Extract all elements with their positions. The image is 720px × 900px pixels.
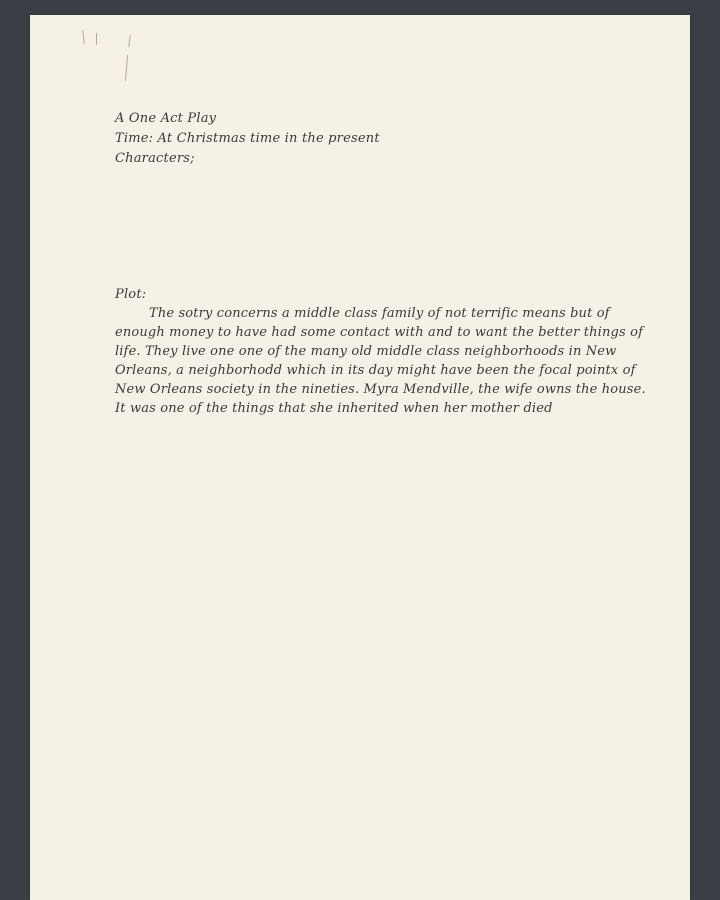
pencil-mark (128, 35, 131, 47)
plot-heading: Plot: (115, 287, 147, 302)
plot-line: life. They live one one of the many old middle class neighborhoods in New (115, 344, 617, 359)
plot-line: New Orleans society in the nineties. Myra Mendville, the wife owns the house. (115, 382, 646, 397)
pencil-mark (82, 30, 85, 44)
pencil-mark (125, 55, 128, 81)
plot-line: Orleans, a neighborhodd which in its day might have been the focal pointx of (115, 363, 636, 378)
play-type-line: A One Act Play (115, 111, 217, 126)
plot-line: It was one of the things that she inherited when her mother died (115, 401, 553, 416)
time-line: Time: At Christmas time in the present (115, 131, 380, 146)
typewritten-page (30, 15, 690, 900)
plot-line: The sotry concerns a middle class family of not terrific means but of (149, 306, 610, 321)
characters-line: Characters; (115, 151, 195, 166)
plot-line: enough money to have had some contact with and to want the better things of (115, 325, 644, 340)
pencil-mark (96, 33, 97, 45)
